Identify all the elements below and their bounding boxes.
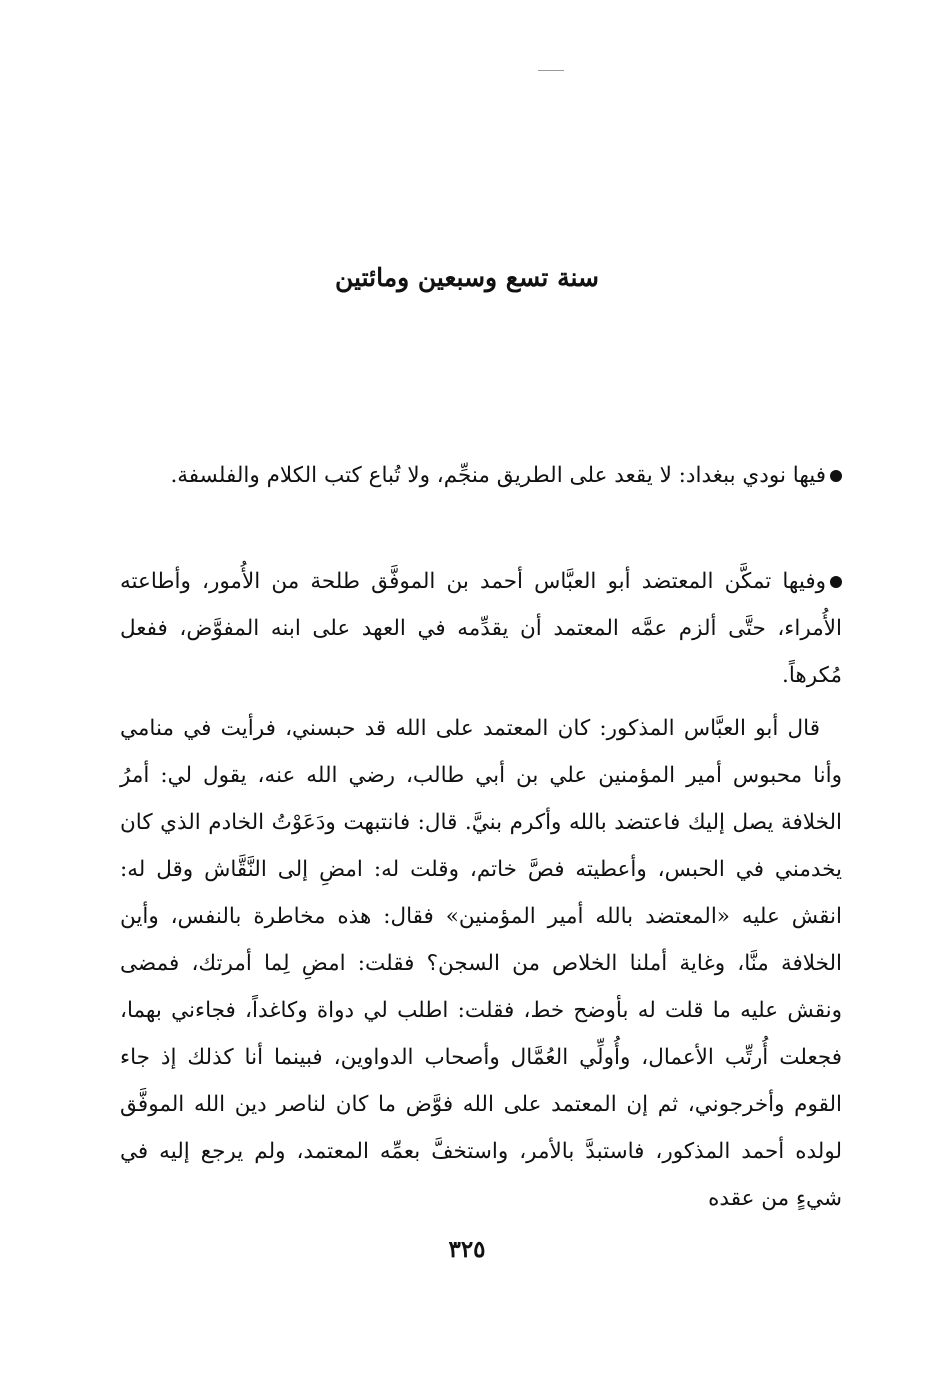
bullet-icon — [830, 576, 842, 588]
paragraph-3 — [120, 705, 842, 1222]
page-number: ٣٢٥ — [448, 1236, 486, 1263]
paragraph-3-text: قال أبو العبَّاس المذكور: كان المعتمد على الله قد حبسني، فرأيت في منامي وأنا محبوس أمير المؤمنين علي بن أبي طالب، رضي الله عنه، يقول لي: أمرُ الخلافة يصل إليك فاعتضد بالله وأكرم بنيَّ. قال: فانتبهت ودَعَوْتُ الخادم الذي كان يخدمني في الحبس، وأعطيته فصَّ خاتم، وقلت له: امضِ إلى النَّقَّاش وقل له: انقش عليه «المعتضد بالله أمير المؤمنين» فقال: هذه مخاطرة بالنفس، وأين الخلافة منَّا، وغاية أملنا الخلاص من السجن؟ فقلت: امضِ لِما أمرتك، فمضى ونقش عليه ما قلت له بأوضح خط، فقلت: اطلب لي دواة وكاغداً، فجاءني بهما، فجعلت أُرتِّب الأعمال، وأُولِّي العُمَّال وأصحاب الدواوين، فبينما أنا كذلك إذ جاء القوم وأخرجوني، ثم إن المعتمد على الله فوَّض ما كان لناصر دين الله الموفَّق لولده أحمد المذكور، فاستبدَّ بالأمر، واستخفَّ بعمِّه المعتمد، ولم يرجع إليه في شيءٍ من عقده — [120, 716, 842, 1211]
paragraph-1 — [120, 452, 842, 499]
bullet-icon — [830, 470, 842, 482]
paragraph-2-text: وفيها تمكَّن المعتضد أبو العبَّاس أحمد بن الموفَّق طلحة من الأُمور، وأطاعته الأُمراء، حتَّى ألزم عمَّه المعتمد أن يقدِّمه في العهد على ابنه المفوَّض، ففعل مُكرهاً. — [120, 569, 842, 688]
paragraph-2 — [120, 558, 842, 699]
chapter-title: سنة تسع وسبعين ومائتين — [335, 263, 599, 292]
paragraph-1-text: فيها نودي ببغداد: لا يقعد على الطريق منجِّم، ولا تُباع كتب الكلام والفلسفة. — [170, 463, 826, 488]
top-mark — [538, 70, 564, 71]
